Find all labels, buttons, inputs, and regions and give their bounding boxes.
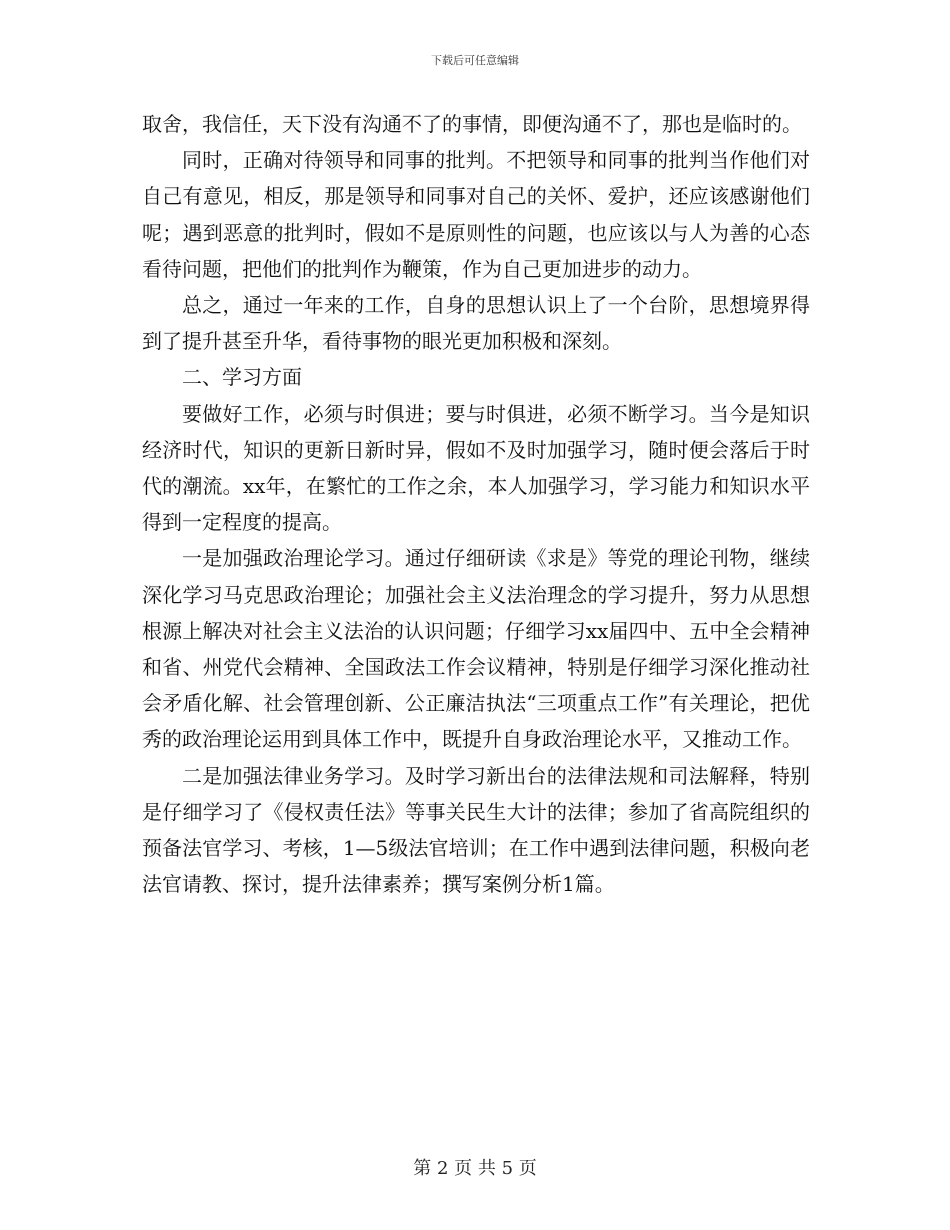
paragraph-4: 要做好工作，必须与时俱进；要与时俱进，必须不断学习。当今是知识经济时代，知识的更新日新时异，假如不及时加强学习，随时便会落后于时代的潮流。xx年，在繁忙的工作之余，本人加强学习，学习能力和知识水平得到一定程度的提高。 — [142, 401, 810, 535]
page-header: 下载后可任意编辑 — [431, 54, 519, 67]
paragraph-3: 总之，通过一年来的工作，自身的思想认识上了一个台阶，思想境界得到了提升甚至升华，看待事物的眼光更加积极和深刻。 — [142, 293, 810, 354]
document-body — [142, 106, 810, 902]
paragraph-2: 同时，正确对待领导和同事的批判。不把领导和同事的批判当作他们对自己有意见，相反，那是领导和同事对自己的关怀、爱护，还应该感谢他们呢；遇到恶意的批判时，假如不是原则性的问题，也应该以与人为善的心态看待问题，把他们的批判作为鞭策，作为自己更加进步的动力。 — [142, 148, 810, 281]
paragraph-6: 二是加强法律业务学习。及时学习新出台的法律法规和司法解释，特别是仔细学习了《侵权责任法》等事关民生大计的法律；参加了省高院组织的预备法官学习、考核，1—5级法官培训；在工作中遇到法律问题，积极向老法官请教、探讨，提升法律素养；撰写案例分析1篇。 — [142, 763, 810, 897]
page-number: 第 2 页 共 5 页 — [413, 1158, 537, 1179]
paragraph-5: 一是加强政治理论学习。通过仔细研读《求是》等党的理论刊物，继续深化学习马克思政治理论；加强社会主义法治理念的学习提升，努力从思想根源上解决对社会主义法治的认识问题；仔细学习xx届四中、五中全会精神和省、州党代会精神、全国政法工作会议精神，特别是仔细学习深化推动社会矛盾化解、社会管理创新、公正廉洁执法“三项重点工作”有关理论，把优秀的政治理论运用到具体工作中，既提升自身政治理论水平，又推动工作。 — [142, 546, 810, 752]
section-heading: 二、学习方面 — [182, 365, 302, 390]
paragraph-1: 取舍，我信任，天下没有沟通不了的事情，即便沟通不了，那也是临时的。 — [142, 112, 802, 136]
